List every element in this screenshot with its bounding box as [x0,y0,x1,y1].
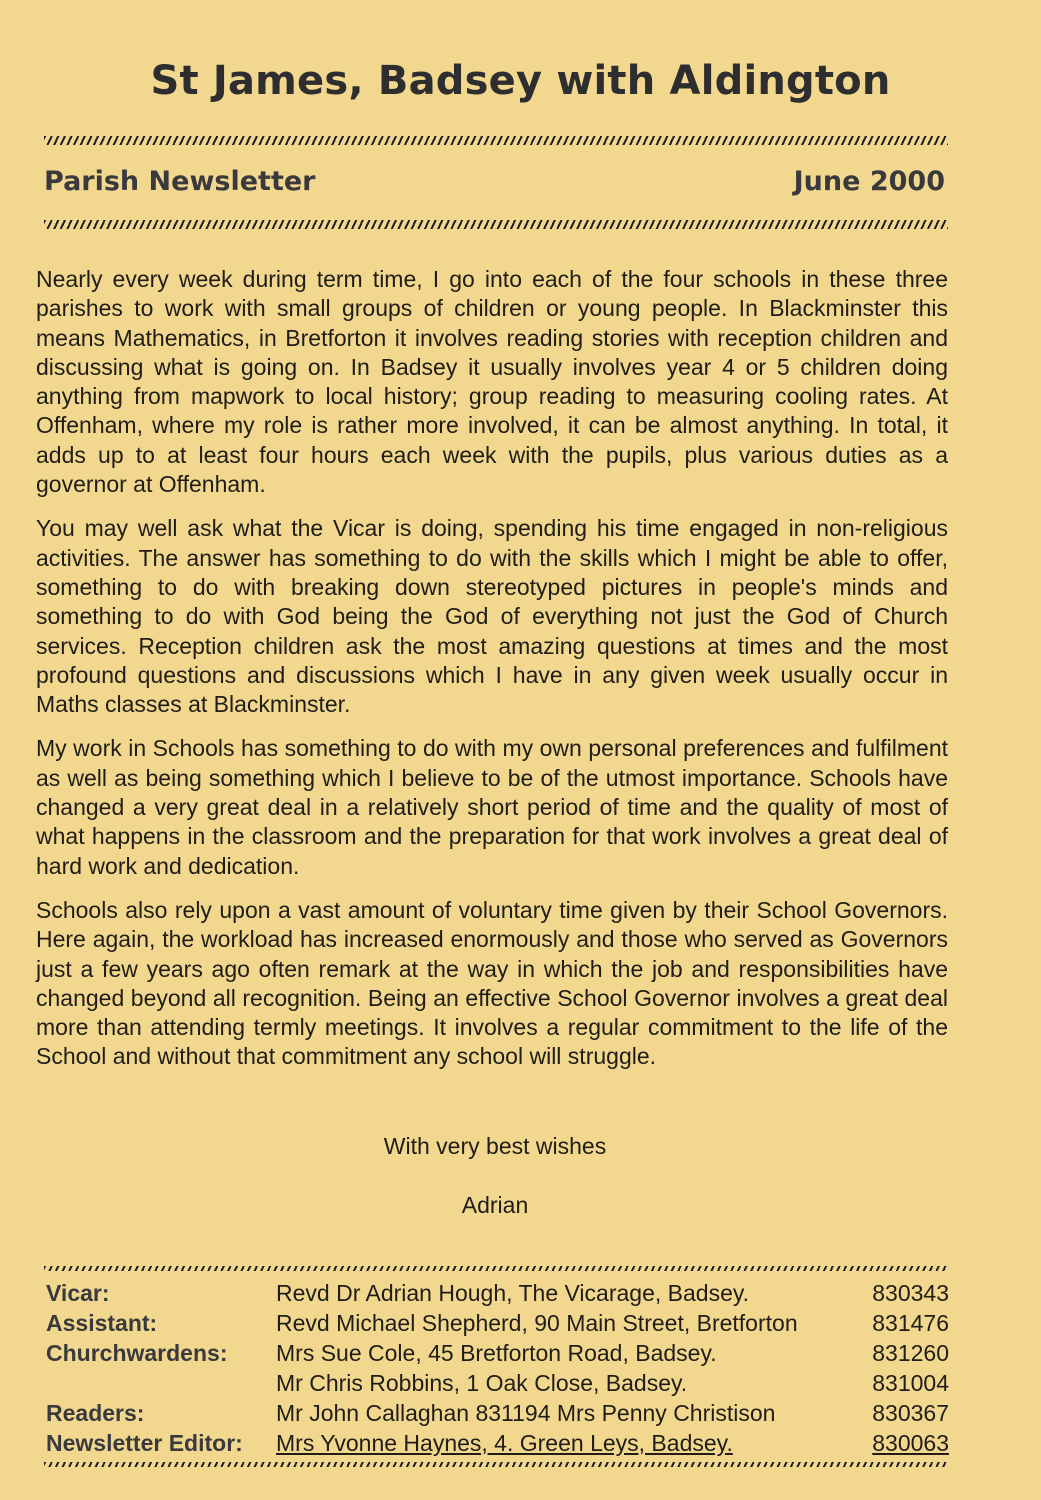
hatched-divider-header [44,220,948,229]
hatched-divider-contacts-top [44,1266,948,1271]
contact-detail: Revd Michael Shepherd, 90 Main Street, Bretforton [276,1309,798,1336]
contact-phone: 831476 [872,1309,949,1336]
contact-row [46,1368,949,1398]
contact-phone: 831260 [872,1339,949,1366]
closing-line: With very best wishes [383,1133,607,1159]
contact-row [46,1338,949,1368]
contact-phone: 830063 [872,1429,949,1456]
contact-role: Assistant: [46,1309,158,1336]
contact-detail: Mr Chris Robbins, 1 Oak Close, Badsey. [276,1369,688,1396]
hatched-divider-top [44,136,948,145]
paragraph-4: Schools also rely upon a vast amount of voluntary time given by their School Governors. Here again, the workload has increased enormously and those who served as Governors just a few years ago often remark at the way in which the job and responsibilities have changed beyond all recognition. Being an effective School Governor involves a great deal more than attending termly meetings. It involves a regular commitment to the life of the School and without that commitment any school will struggle. [36,896,948,1070]
newsletter-title: St James, Badsey with Aldington [150,58,891,104]
contact-row [46,1428,949,1458]
hatched-divider-contacts-bottom [44,1462,948,1467]
issue-date: June 2000 [793,166,945,197]
contact-detail: Mrs Yvonne Haynes, 4. Green Leys, Badsey. [276,1429,733,1456]
contact-detail: Mr John Callaghan 831194 Mrs Penny Christison [276,1399,776,1426]
paragraph-1: Nearly every week during term time, I go into each of the four schools in these three parishes to work with small groups of children or young people. In Blackminster this means Mathematics, in Bretforton it involves reading stories with reception children and discussing what is going on. In Badsey it usually involves year 4 or 5 children doing anything from mapwork to local history; group reading to measuring cooling rates. At Offenham, where my role is rather more involved, it can be almost anything. In total, it adds up to at least four hours each week with the pupils, plus various duties as a governor at Offenham. [36,266,948,498]
paragraph-3: My work in Schools has something to do with my own personal preferences and fulfilment as well as being something which I believe to be of the utmost importance. Schools have changed a very great deal in a relatively short period of time and the quality of most of what happens in the classroom and the preparation for that work involves a great deal of hard work and dedication. [36,735,948,879]
contact-role: Churchwardens: [46,1339,228,1366]
contacts-table [46,1278,949,1458]
contact-phone: 831004 [872,1369,949,1396]
contact-phone: 830343 [872,1279,949,1306]
contact-role: Readers: [46,1399,145,1426]
contact-row [46,1278,949,1308]
newsletter-name: Parish Newsletter [44,166,316,197]
letter-body [36,265,948,1087]
contact-phone: 830367 [872,1399,949,1426]
contact-role [46,1368,276,1398]
contact-row [46,1398,949,1428]
signature: Adrian [461,1192,529,1218]
contact-role: Vicar: [46,1279,110,1306]
contact-row [46,1308,949,1338]
contact-detail: Revd Dr Adrian Hough, The Vicarage, Badsey. [276,1279,750,1306]
contact-detail: Mrs Sue Cole, 45 Bretforton Road, Badsey. [276,1339,717,1366]
paragraph-2: You may well ask what the Vicar is doing, spending his time engaged in non-religious activities. The answer has something to do with the skills which I might be able to offer, something to do with breaking down stereotyped pictures in people's minds and something to do with God being the God of everything not just the God of Church services. Reception children ask the most amazing questions at times and the most profound questions and discussions which I have in any given week usually occur in Maths classes at Blackminster. [36,515,948,718]
contact-role: Newsletter Editor: [46,1429,243,1456]
